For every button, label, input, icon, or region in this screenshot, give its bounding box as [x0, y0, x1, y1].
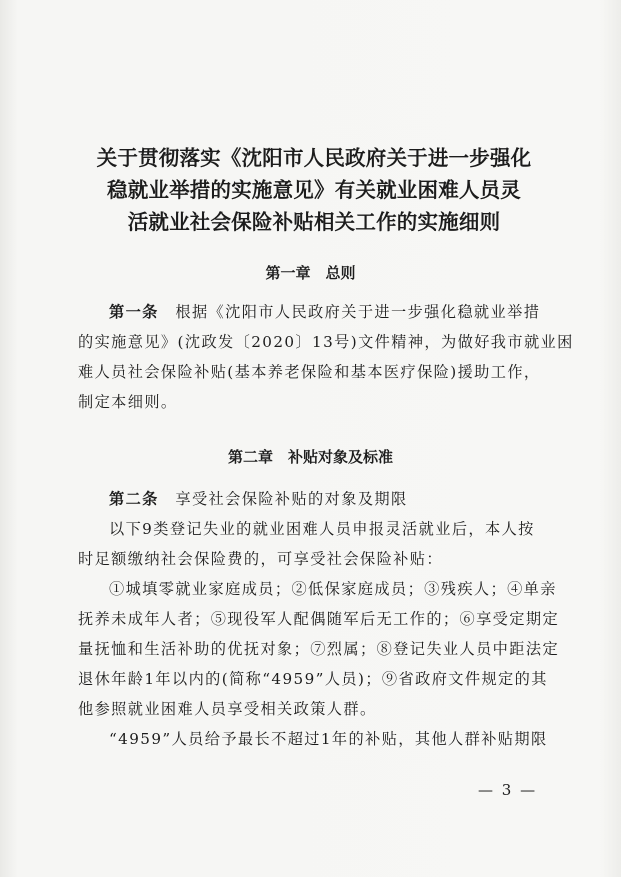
page-number: — 3 —: [478, 781, 538, 799]
article-1-line-4: 制定本细则。: [78, 393, 178, 411]
article-2-p2-line-5: 他参照就业困难人员享受相关政策人群。: [78, 700, 377, 718]
article-2-p1-line-2: 时足额缴纳社会保险费的，可享受社会保险补贴：: [78, 550, 443, 568]
title-line-1: 关于贯彻落实《沈阳市人民政府关于进一步强化: [96, 146, 532, 170]
chapter-1-heading: 第一章 总则: [265, 264, 356, 282]
article-1-line-1: 根据《沈阳市人民政府关于进一步强化稳就业举措: [158, 303, 541, 321]
article-2-title: 享受社会保险补贴的对象及期限: [158, 490, 408, 508]
article-1-label: 第一条: [109, 303, 159, 321]
article-1-line-2: 的实施意见》(沈政发〔2020〕13号)文件精神，为做好我市就业困: [78, 333, 574, 351]
article-2-p1-line-1: 以下9类登记失业的就业困难人员申报灵活就业后，本人按: [109, 520, 535, 538]
article-2-p2-line-4: 退休年龄1年以内的(简称“4959”人员)；⑨省政府文件规定的其: [78, 670, 548, 688]
title-line-3: 活就业社会保险补贴相关工作的实施细则: [127, 210, 501, 234]
chapter-2-heading: 第二章 补贴对象及标准: [227, 448, 393, 466]
show-through-text: [430, 98, 444, 117]
article-2-p2-line-1: ①城填零就业家庭成员；②低保家庭成员；③残疾人；④单亲: [109, 580, 557, 598]
article-2-p2-line-3: 量抚恤和生活补助的优抚对象；⑦烈属；⑧登记失业人员中距法定: [78, 640, 560, 658]
article-2-p3-line-1: “4959”人员给予最长不超过1年的补贴，其他人群补贴期限: [109, 730, 548, 748]
article-1: [78, 297, 574, 417]
document-title: [74, 142, 554, 238]
article-2-p2-line-2: 抚养未成年人者；⑤现役军人配偶随军后无工作的；⑥享受定期定: [78, 610, 560, 628]
title-line-2: 稳就业举措的实施意见》有关就业困难人员灵: [107, 178, 521, 202]
article-2: [78, 484, 560, 754]
article-2-label: 第二条: [109, 490, 159, 508]
article-1-line-3: 难人员社会保险补贴(基本养老保险和基本医疗保险)援助工作，: [78, 363, 541, 381]
